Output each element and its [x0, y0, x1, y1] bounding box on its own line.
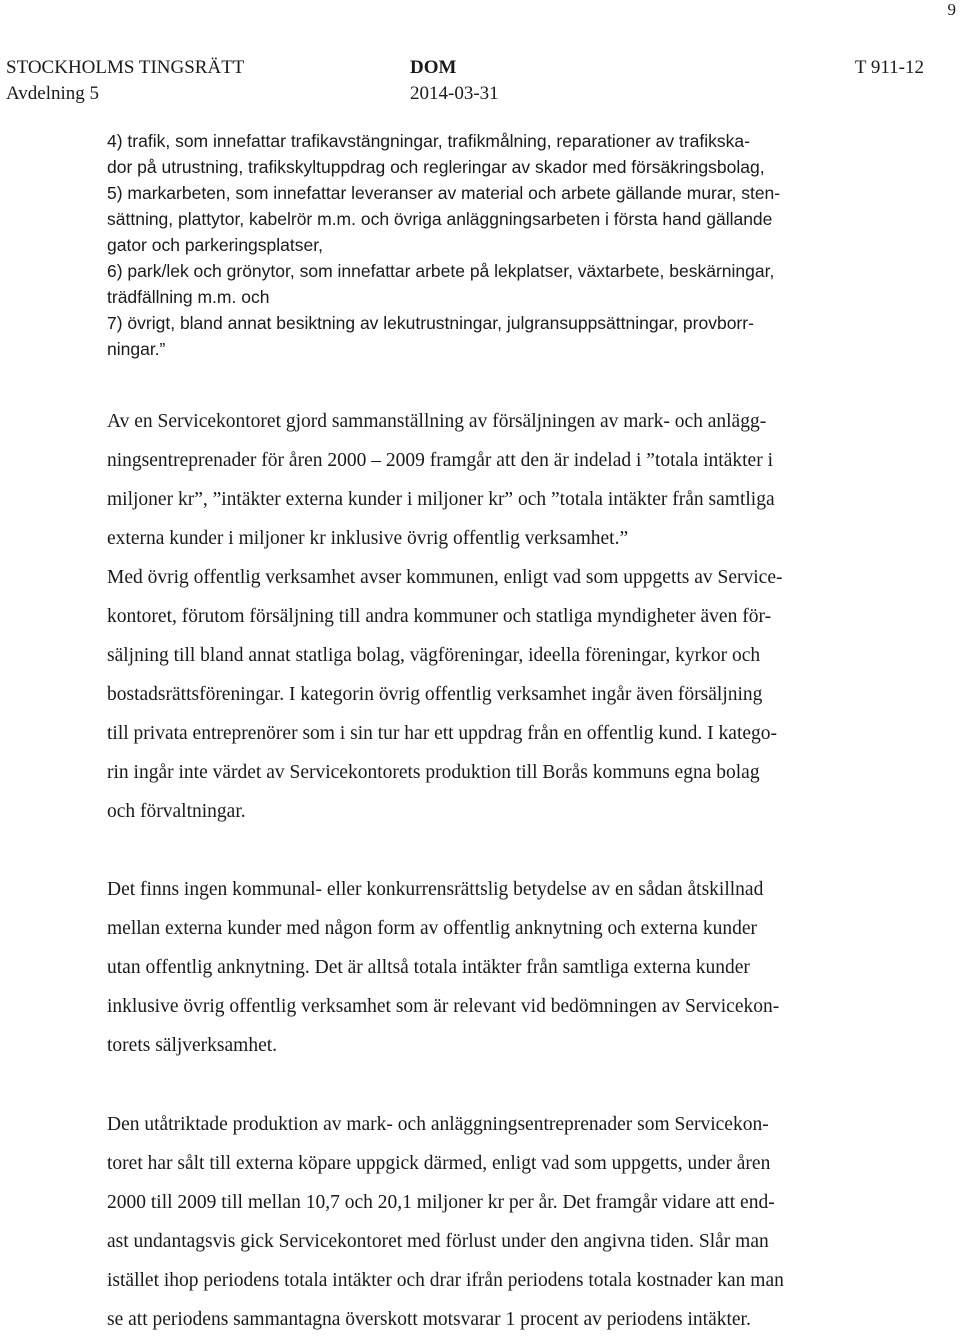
document-type: DOM: [410, 57, 457, 78]
document-date: 2014-03-31: [410, 83, 499, 104]
text-line: Det finns ingen kommunal- eller konkurrensrättslig betydelse av en sådan åtskillnad: [107, 879, 764, 900]
quote-line: gator och parkeringsplatser,: [107, 235, 323, 255]
text-line: miljoner kr”, ”intäkter externa kunder i miljoner kr” och ”totala intäkter från samtliga: [107, 489, 775, 510]
text-line: torets säljverksamhet.: [107, 1035, 278, 1056]
court-name: STOCKHOLMS TINGSRÄTT: [6, 57, 245, 78]
text-line: utan offentlig anknytning. Det är alltså totala intäkter från samtliga externa kunder: [107, 957, 750, 978]
text-line: bostadsrättsföreningar. I kategorin övrig offentlig verksamhet ingår även försäljning: [107, 684, 763, 705]
text-line: mellan externa kunder med någon form av offentlig anknytning och externa kunder: [107, 918, 757, 939]
paragraph-sales-compilation: [107, 402, 897, 831]
text-line: ningsentreprenader för åren 2000 – 2009 framgår att den är indelad i ”totala intäkter i: [107, 450, 773, 471]
text-line: Med övrig offentlig verksamhet avser kommunen, enligt vad som uppgetts av Service-: [107, 567, 783, 588]
quote-line: 5) markarbeten, som innefattar leveranser av material och arbete gällande murar, sten-: [107, 183, 781, 203]
quote-line: trädfällning m.m. och: [107, 287, 270, 307]
page-number: 9: [947, 0, 956, 19]
text-line: kontoret, förutom försäljning till andra kommuner och statliga myndigheter även för-: [107, 606, 772, 627]
text-line: se att periodens sammantagna överskott motsvarar 1 procent av periodens intäkter.: [107, 1309, 751, 1330]
text-line: säljning till bland annat statliga bolag, vägföreningar, ideella föreningar, kyrkor och: [107, 645, 761, 666]
text-line: 2000 till 2009 till mellan 10,7 och 20,1 miljoner kr per år. Det framgår vidare att end-: [107, 1192, 775, 1213]
quote-line: 7) övrigt, bland annat besiktning av lekutrustningar, julgransuppsättningar, provborr-: [107, 313, 754, 333]
division: Avdelning 5: [6, 83, 100, 104]
document-header: [6, 55, 924, 107]
quoted-list: [107, 128, 897, 362]
quote-line: sättning, plattytor, kabelrör m.m. och övriga anläggningsarbeten i första hand gällande: [107, 209, 773, 229]
text-line: istället ihop periodens totala intäkter och drar ifrån periodens totala kostnader kan man: [107, 1270, 784, 1291]
text-line: till privata entreprenörer som i sin tur har ett uppdrag från en offentlig kund. I katego-: [107, 723, 778, 744]
paragraph-external-production: [107, 1105, 897, 1339]
quote-line: 4) trafik, som innefattar trafikavstängningar, trafikmålning, reparationer av trafikska-: [107, 131, 750, 151]
text-line: rin ingår inte värdet av Servicekontorets produktion till Borås kommuns egna bolag: [107, 762, 760, 783]
text-line: Den utåtriktade produktion av mark- och anläggningsentreprenader som Servicekon-: [107, 1114, 769, 1135]
quote-line: ningar.”: [107, 339, 166, 359]
case-number: T 911-12: [854, 57, 924, 78]
text-line: inklusive övrig offentlig verksamhet som är relevant vid bedömningen av Servicekon-: [107, 996, 780, 1017]
paragraph-no-legal-distinction: [107, 870, 897, 1065]
text-line: Av en Servicekontoret gjord sammanställning av försäljningen av mark- och anlägg-: [107, 411, 767, 432]
text-line: och förvaltningar.: [107, 801, 246, 822]
text-line: toret har sålt till externa köpare uppgick därmed, enligt vad som uppgetts, under åren: [107, 1153, 771, 1174]
text-line: externa kunder i miljoner kr inklusive övrig offentlig verksamhet.”: [107, 528, 629, 549]
quote-line: dor på utrustning, trafikskyltuppdrag och regleringar av skador med försäkringsbolag,: [107, 157, 765, 177]
quote-line: 6) park/lek och grönytor, som innefattar arbete på lekplatser, växtarbete, beskärningar,: [107, 261, 775, 281]
text-line: ast undantagsvis gick Servicekontoret med förlust under den angivna tiden. Slår man: [107, 1231, 769, 1252]
